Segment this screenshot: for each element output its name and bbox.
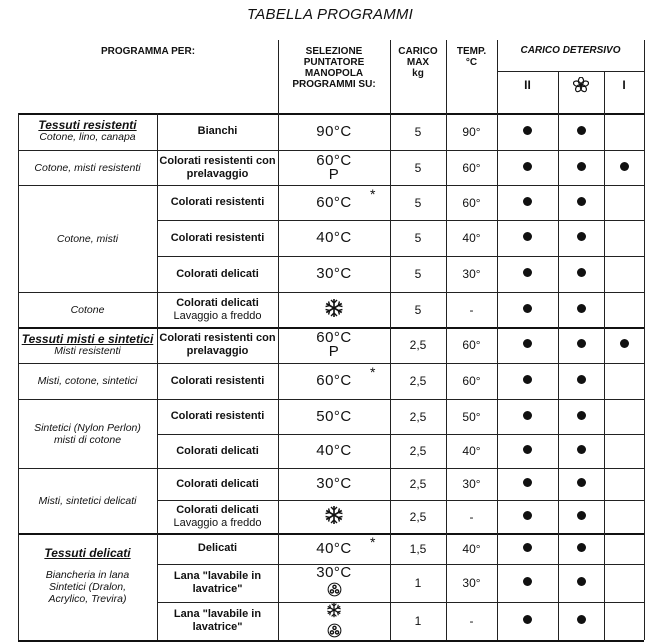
program-name: Delicati [197,542,238,554]
grid-line [278,113,279,640]
detergent-dot [577,478,586,487]
temp-cell: 60° [462,374,481,388]
detergent-dot [577,511,586,520]
fabric-description: misti di cotone [53,433,122,446]
detergent-dot [577,577,586,586]
header-programma-per: PROGRAMMA PER: [100,46,196,57]
detergent-dot [577,339,586,348]
wool-icon [327,623,342,641]
fabric-category: Tessuti misti e sintetici [21,332,154,346]
header-carico-detersivo: CARICO DETERSIVO [520,45,621,56]
wool-icon-svg [327,623,342,638]
temp-cell: 40° [462,444,481,458]
load-cell: 2,5 [409,444,427,458]
snowflake-icon-svg [326,602,342,618]
load-cell: 5 [414,124,422,139]
program-name: Colorati delicati [176,444,259,457]
grid-line [157,113,158,640]
snowflake-icon [324,298,344,321]
detergent-dot [523,615,532,624]
temp-cell: 60° [462,338,481,352]
fabric-description: Sintetici (Nylon Perlon) [34,421,141,434]
load-cell: 2,5 [409,374,427,388]
star-note: * [370,364,376,380]
program-cell [157,256,278,292]
detergent-dot [620,339,629,348]
header-sub-line [497,71,644,72]
detergent-dot [577,232,586,241]
grid-line [558,113,559,640]
snowflake-icon [324,505,344,528]
detergent-dot [523,339,532,348]
selection-value: 60°C [316,151,352,169]
header-selezione-line: PUNTATORE [303,57,365,68]
detergent-dot [523,197,532,206]
header-carico-line: CARICO [398,46,438,57]
grid-line [497,113,498,640]
compartment-3: I [622,78,626,92]
selection-value: 60°C [316,372,352,389]
selection-cell [278,434,390,468]
selection-cell [278,500,390,533]
load-cell: 5 [414,267,422,281]
program-name: Lana "lavabile in lavatrice" [173,608,262,633]
detergent-dot [523,445,532,454]
selection-cell [278,150,390,185]
program-name: Lana "lavabile in lavatrice" [173,570,262,595]
detergent-dot [523,304,532,313]
temp-cell: 90° [462,124,481,139]
detergent-dot [523,268,532,277]
grid-line [558,71,559,113]
selection-cell [278,113,390,150]
fabric-description: Cotone, lino, canapa [39,131,136,143]
selection-value: 50°C [316,407,352,425]
program-name: Colorati resistenti [170,374,265,387]
program-name: Colorati delicati [176,477,259,490]
fabric-group [18,533,157,640]
page-title: TABELLA PROGRAMMI [247,6,413,23]
detergent-dot [577,411,586,420]
snowflake-icon [326,602,342,621]
detergent-dot [577,445,586,454]
header-selezione [278,46,390,90]
fabric-description: Biancheria in lana [45,569,130,581]
detergent-dot [523,543,532,552]
detergent-dot [577,197,586,206]
selection-cell [278,292,390,327]
fabric-description: Misti resistenti [54,345,121,357]
header-carico-line: kg [412,68,424,79]
fabric-group [18,399,157,468]
star-note: * [370,534,376,550]
temp-cell: 30° [462,576,481,590]
detergent-dot [577,615,586,624]
selection-value: 30°C [316,475,352,492]
detergent-dot [523,411,532,420]
selection-value: 30°C [316,265,352,282]
program-cell [157,220,278,256]
load-cell: 5 [414,231,422,245]
program-name: Colorati delicati [176,296,259,309]
header-carico [390,46,446,79]
snowflake-icon-svg [324,298,344,318]
detergent-dot [577,126,586,135]
load-cell: 2,5 [409,477,427,491]
fabric-group [18,113,157,150]
fabric-group [18,185,157,292]
temp-cell: - [469,509,474,524]
grid-line [604,113,605,640]
detergent-dot [577,304,586,313]
grid-line [497,40,498,113]
program-name: Bianchi [197,125,238,137]
grid-line [390,40,391,113]
flower-icon [558,74,604,96]
detergent-dot [523,511,532,520]
header-temp-line: °C [465,57,478,68]
program-name: Colorati resistenti con prelavaggio [159,154,276,180]
program-name: Colorati resistenti [170,231,265,244]
header-selezione-line: PROGRAMMI SU: [292,79,376,90]
detergent-dot [577,268,586,277]
compartment-1: II [524,78,531,92]
program-cell [157,113,278,150]
detergent-dot [523,126,532,135]
fabric-description: Acrylico, Trevira) [48,593,127,605]
detergent-dot [523,375,532,384]
star-note: * [370,186,376,202]
snowflake-icon-svg [324,505,344,525]
selection-value: 40°C [316,442,352,459]
selection-cell [278,327,390,363]
load-cell: 1 [414,576,422,590]
selection-cell [278,256,390,292]
temp-cell: 50° [462,409,481,424]
program-name: Colorati delicati [176,503,259,516]
fabric-description: Cotone [70,303,105,316]
program-cell [157,399,278,434]
fabric-description: Cotone, misti [56,232,119,245]
header-temp [446,46,497,68]
table-left-border [18,113,19,640]
header-selezione-line: MANOPOLA [304,68,364,79]
load-cell: 2,5 [409,338,427,352]
selection-prewash: P [328,165,340,183]
program-cell [157,292,278,327]
load-cell: 1 [414,614,422,628]
selection-value: 30°C [316,564,352,581]
wool-icon [327,582,342,600]
selection-cell [278,468,390,500]
detergent-dot [577,375,586,384]
selection-value: 40°C [316,539,352,557]
fabric-group [18,327,157,363]
fabric-description: Misti, sintetici delicati [38,494,137,507]
program-subtitle: Lavaggio a freddo [173,309,262,322]
fabric-group [18,468,157,533]
load-cell: 5 [414,302,422,317]
program-cell [157,327,278,363]
fabric-description: Sintetici (Dralon, [48,581,127,593]
program-cell [157,500,278,533]
program-cell [157,434,278,468]
program-cell [157,468,278,500]
detergent-dot [523,232,532,241]
temp-cell: - [469,614,474,628]
temp-cell: 40° [462,231,481,245]
program-name: Colorati resistenti [170,410,265,422]
fabric-category: Tessuti resistenti [38,118,137,132]
grid-line [604,71,605,113]
temp-cell: - [469,302,474,317]
load-cell: 2,5 [409,409,427,424]
grid-line [390,113,391,640]
table-bottom-line [18,640,644,642]
header-temp-line: TEMP. [456,46,487,57]
fabric-group [18,292,157,327]
temp-cell: 30° [462,267,481,281]
temp-cell: 30° [462,477,481,491]
flower-icon-svg [573,77,589,93]
load-cell: 2,5 [409,509,427,524]
detergent-dot [577,162,586,171]
program-cell [157,363,278,399]
selection-cell [278,602,390,640]
detergent-dot [523,162,532,171]
program-name: Colorati delicati [176,267,259,280]
selection-value: 60°C [316,193,352,211]
header-carico-line: MAX [406,57,430,68]
selection-value: 60°C [316,329,352,346]
wool-icon-svg [327,582,342,597]
program-cell [157,602,278,640]
grid-line [278,40,279,113]
program-cell [157,150,278,185]
program-name: Colorati resistenti [170,196,265,208]
header-selezione-line: SELEZIONE [305,46,363,57]
load-cell: 1,5 [409,541,427,556]
selection-cell [278,564,390,602]
load-cell: 5 [414,195,422,210]
program-cell [157,185,278,220]
detergent-dot [577,543,586,552]
detergent-dot [523,478,532,487]
fabric-category: Tessuti delicati [44,546,131,560]
selection-value: 90°C [316,122,352,140]
temp-cell: 60° [462,160,481,175]
temp-cell: 60° [462,195,481,210]
program-cell [157,564,278,602]
detergent-dot [523,577,532,586]
program-cell [157,533,278,564]
detergent-dot [620,162,629,171]
selection-value: 40°C [316,229,352,246]
fabric-description: Misti, cotone, sintetici [37,375,138,387]
program-name: Colorati resistenti con prelavaggio [159,332,276,357]
temp-cell: 40° [462,541,481,556]
selection-cell [278,220,390,256]
load-cell: 5 [414,160,422,175]
selection-prewash: P [328,343,340,360]
selection-cell [278,399,390,434]
program-subtitle: Lavaggio a freddo [173,516,262,529]
fabric-group [18,363,157,399]
fabric-group [18,150,157,185]
fabric-description: Cotone, misti resistenti [34,161,141,174]
grid-line [446,113,447,640]
grid-line [446,40,447,113]
table-right-border [644,40,645,640]
